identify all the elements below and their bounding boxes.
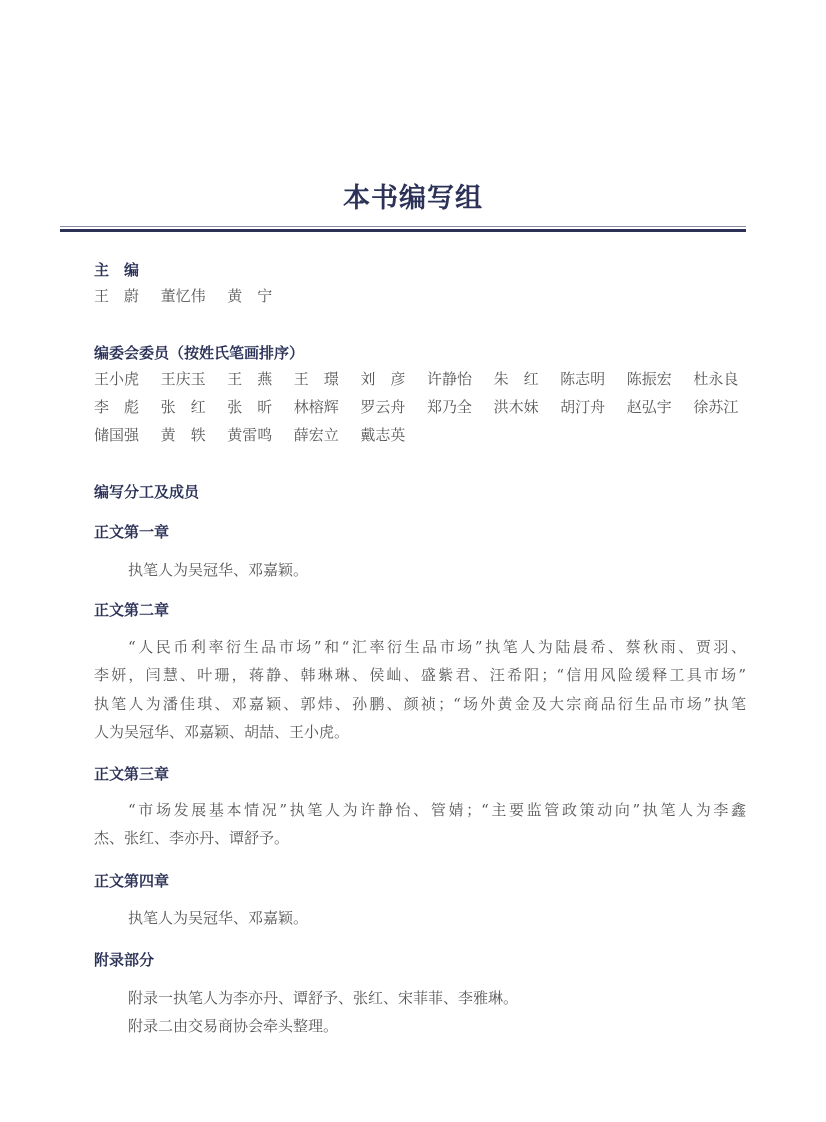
page-title: 本书编写组 [343, 183, 483, 214]
paragraph-line: 附录一执笔人为李亦丹、谭舒予、张红、宋菲菲、李雅琳。 [128, 989, 519, 1007]
committee-member-name: 张 红 [160, 398, 206, 416]
section-heading: 附录部分 [94, 951, 155, 969]
section-paragraph [94, 904, 746, 932]
committee-member-name: 许静怡 [426, 370, 472, 388]
chief-editor-name: 董忆伟 [160, 287, 206, 305]
title-rule-thin [60, 226, 746, 227]
paragraph-line: “市场发展基本情况”执笔人为许静怡、管婧；“主要监管政策动向”执笔人为李鑫 [128, 801, 746, 819]
committee-member-name: 黄雷鸣 [227, 426, 273, 444]
paragraph-line: 执笔人为潘佳琪、邓嘉颖、郭炜、孙鹏、颜祯；“场外黄金及大宗商品衍生品市场”执笔 [94, 694, 746, 713]
committee-member-name: 郑乃全 [426, 398, 472, 416]
committee-member-name: 杜永良 [693, 370, 739, 388]
committee-member-name: 朱 红 [493, 370, 539, 388]
section-paragraph [94, 556, 746, 584]
committee-member-name: 王 璟 [293, 370, 339, 388]
committee-member-name: 黄 轶 [160, 426, 206, 444]
chief-editor-name: 黄 宁 [227, 287, 273, 305]
committee-member-name: 林榕辉 [293, 398, 339, 416]
section-heading: 正文第二章 [94, 601, 170, 619]
paragraph-line: 附录二由交易商协会牵头整理。 [128, 1017, 339, 1036]
committee-row [94, 421, 754, 449]
section-heading: 正文第一章 [94, 523, 170, 541]
committee-member-name: 刘 彦 [360, 370, 406, 388]
section-paragraph [94, 984, 746, 1041]
title-rule-thick [60, 229, 746, 232]
chief-editor-name: 王 蔚 [94, 287, 140, 305]
committee-member-name: 张 昕 [227, 398, 273, 416]
paragraph-line: 执笔人为吴冠华、邓嘉颖。 [128, 561, 309, 579]
committee-heading: 编委会委员（按姓氏笔画排序） [94, 344, 305, 362]
committee-row [94, 393, 754, 421]
section-paragraph [94, 633, 746, 746]
paragraph-line: 人为吴冠华、邓嘉颖、胡喆、王小虎。 [94, 722, 350, 741]
committee-member-name: 王 燕 [227, 370, 273, 388]
committee-member-name: 储国强 [94, 426, 140, 444]
section-heading: 正文第三章 [94, 765, 170, 783]
committee-member-name: 戴志英 [360, 426, 406, 444]
committee-list [94, 365, 754, 449]
committee-member-name: 王小虎 [94, 370, 140, 388]
committee-member-name: 罗云舟 [360, 398, 406, 416]
paragraph-line: 杰、张红、李亦丹、谭舒予。 [94, 829, 290, 848]
chief-editors-list [94, 282, 754, 310]
division-heading: 编写分工及成员 [94, 483, 200, 501]
paragraph-line: 李妍，闫慧、叶珊，蒋静、韩琳琳、侯屾、盛紫君、汪希阳；“信用风险缓释工具市场” [94, 666, 746, 685]
committee-member-name: 李 彪 [94, 398, 140, 416]
committee-member-name: 陈志明 [560, 370, 606, 388]
section-heading: 正文第四章 [94, 872, 170, 890]
committee-member-name: 赵弘宇 [626, 398, 672, 416]
committee-row [94, 365, 754, 393]
committee-member-name: 胡汀舟 [560, 398, 606, 416]
committee-member-name: 陈振宏 [626, 370, 672, 388]
section-paragraph [94, 796, 746, 853]
paragraph-line: 执笔人为吴冠华、邓嘉颖。 [128, 909, 309, 927]
committee-member-name: 洪木妹 [493, 398, 539, 416]
committee-member-name: 薛宏立 [293, 426, 339, 444]
committee-member-name: 王庆玉 [160, 370, 206, 388]
chief-editors-heading: 主 编 [94, 261, 140, 279]
committee-member-name: 徐苏江 [693, 398, 739, 416]
paragraph-line: “人民币利率衍生品市场”和“汇率衍生品市场”执笔人为陆晨希、蔡秋雨、贾羽、 [128, 638, 746, 656]
